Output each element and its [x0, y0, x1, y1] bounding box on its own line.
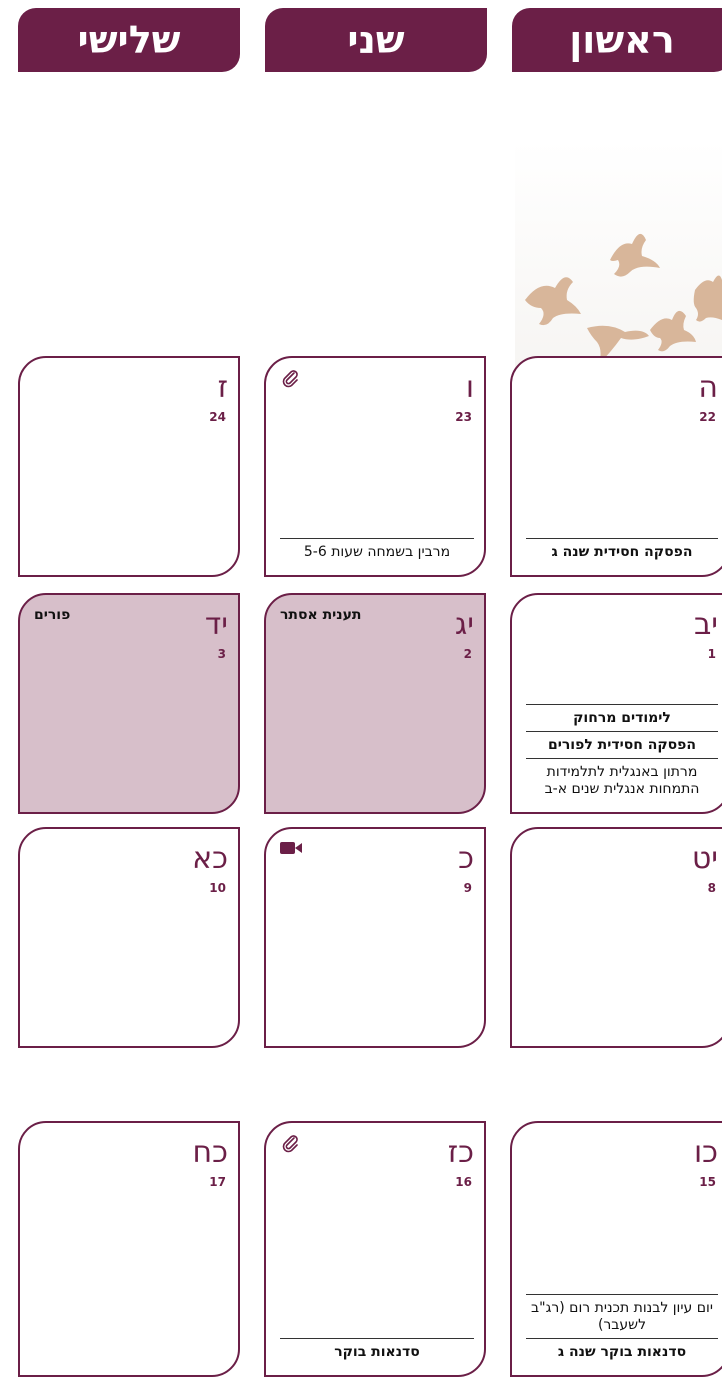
gregorian-date: 10 [209, 881, 226, 895]
holiday-label: תענית אסתר [280, 607, 362, 623]
day-cell-holiday[interactable] [18, 593, 240, 814]
day-cell-holiday[interactable] [264, 593, 486, 814]
hebrew-date: יג [454, 607, 474, 642]
hebrew-date: יב [693, 607, 718, 642]
day-header-tuesday: שלישי [18, 8, 240, 72]
hebrew-date: כו [693, 1135, 718, 1170]
event-item[interactable]: יום עיון לבנות תכנית רום (רג"ב לשעבר) [526, 1294, 718, 1338]
gregorian-date: 8 [707, 881, 716, 895]
event-item[interactable]: סדנאות בוקר [280, 1338, 474, 1365]
day-header-sunday: ראשון [512, 8, 722, 72]
gregorian-date: 22 [699, 410, 716, 424]
gregorian-date: 3 [217, 647, 226, 661]
holiday-label: פורים [34, 607, 71, 623]
event-item[interactable]: הפסקה חסידית שנה ג [526, 538, 718, 565]
hebrew-date: יט [691, 841, 718, 876]
event-item[interactable]: מרתון באנגלית לתלמידות התמחות אנגלית שנים א-ב [526, 758, 718, 802]
event-list [280, 1338, 474, 1365]
hebrew-date: ז [217, 370, 228, 405]
hebrew-date: כח [192, 1135, 228, 1170]
paperclip-icon[interactable] [280, 368, 300, 388]
event-item[interactable]: לימודים מרחוק [526, 704, 718, 731]
day-cell[interactable] [510, 1121, 722, 1377]
day-cell[interactable] [510, 356, 722, 577]
day-cell[interactable] [264, 827, 486, 1048]
day-cell[interactable] [264, 1121, 486, 1377]
gregorian-date: 2 [463, 647, 472, 661]
event-item[interactable]: הפסקה חסידית לפורים [526, 731, 718, 758]
day-cell[interactable] [18, 356, 240, 577]
day-cell[interactable] [18, 827, 240, 1048]
hebrew-date: כ [458, 841, 474, 876]
event-list [526, 538, 718, 565]
gregorian-date: 24 [209, 410, 226, 424]
day-cell[interactable] [264, 356, 486, 577]
event-list [526, 1294, 718, 1365]
gregorian-date: 1 [707, 647, 716, 661]
gregorian-date: 16 [455, 1175, 472, 1189]
gregorian-date: 9 [463, 881, 472, 895]
day-cell[interactable] [18, 1121, 240, 1377]
event-item[interactable]: סדנאות בוקר שנה ג [526, 1338, 718, 1365]
event-list [280, 538, 474, 565]
gregorian-date: 23 [455, 410, 472, 424]
event-list [526, 704, 718, 802]
day-cell[interactable] [510, 593, 722, 814]
gregorian-date: 17 [209, 1175, 226, 1189]
hebrew-date: כא [192, 841, 228, 876]
event-item[interactable]: מרבין בשמחה שעות 5-6 [280, 538, 474, 565]
hebrew-date: ו [465, 370, 474, 405]
video-camera-icon[interactable] [280, 841, 302, 855]
day-cell[interactable] [510, 827, 722, 1048]
hebrew-date: כז [447, 1135, 474, 1170]
hebrew-date: יד [204, 607, 228, 642]
day-header-monday: שני [265, 8, 487, 72]
gregorian-date: 15 [699, 1175, 716, 1189]
paperclip-icon[interactable] [280, 1133, 300, 1153]
hebrew-date: ה [698, 370, 718, 405]
